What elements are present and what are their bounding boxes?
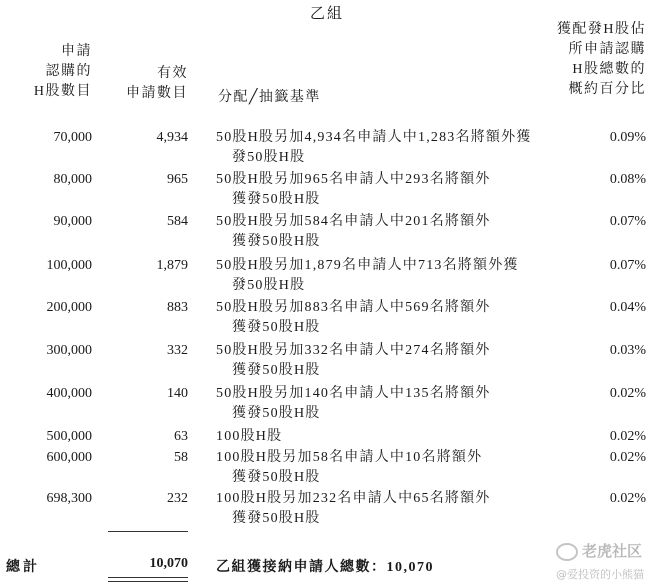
basis-line: 50股H股另加332名申請人中274名將額外 [216,343,491,358]
cell-shares: 90,000 [53,214,92,229]
cell-basis [216,427,561,447]
group-title: 乙組 [309,6,344,22]
cell-applications: 63 [174,429,188,444]
cell-basis [216,448,561,488]
header-line: 認購的 [45,64,92,79]
cell-basis [216,489,561,529]
header-line: 概約百分比 [568,82,646,97]
basis-line: 獲發50股H股 [232,406,321,421]
basis-line: 100股H股另加232名申請人中65名將額外 [216,491,491,506]
header-basis-of-allocation: 分配╱抽籤基準 [218,90,321,105]
cell-percent: 0.04% [609,300,646,315]
cell-percent: 0.03% [609,343,646,358]
basis-line: 獲發50股H股 [232,192,321,207]
cell-percent: 0.07% [609,258,646,273]
cell-basis [216,212,561,252]
cell-applications: 883 [167,300,188,315]
cell-basis [216,384,561,424]
subtotal-rule [108,531,188,532]
watermark-author: @爱投资的小熊猫 [556,568,644,581]
total-label: 總計 [6,560,40,575]
cell-applications: 4,934 [156,130,188,145]
cell-applications: 1,879 [156,258,188,273]
header-valid-applications [126,64,188,104]
cell-shares: 100,000 [46,258,92,273]
total-value: 10,070 [149,556,188,571]
cell-percent: 0.09% [609,130,646,145]
basis-line: 獲發50股H股 [232,363,321,378]
total-applicants-text: 乙組獲接納申請人總數：10,070 [216,560,434,575]
header-line: 所申請認購 [568,42,646,57]
cell-shares: 80,000 [53,172,92,187]
basis-line: 獲發50股H股 [232,234,321,249]
header-line: 申請 [61,44,92,59]
header-line: 申請數目 [126,86,188,101]
basis-line: 50股H股另加584名申請人中201名將額外 [216,214,491,229]
cell-applications: 58 [174,450,188,465]
header-approx-percentage [557,20,646,100]
cell-basis [216,128,561,168]
cell-basis [216,298,561,338]
basis-line: 獲發50股H股 [232,320,321,335]
total-double-rule [108,577,188,582]
cell-shares: 600,000 [46,450,92,465]
basis-line: 獲發50股H股 [232,511,321,526]
watermark-logo [556,540,642,561]
cell-applications: 332 [167,343,188,358]
cell-shares: 400,000 [46,386,92,401]
cell-percent: 0.02% [609,429,646,444]
basis-line: 發50股H股 [232,278,306,293]
cell-applications: 965 [167,172,188,187]
basis-line: 50股H股另加1,879名申請人中713名將額外獲 [216,258,519,273]
basis-line: 50股H股另加140名申請人中135名將額外 [216,386,491,401]
cell-shares: 300,000 [46,343,92,358]
header-shares-applied [34,42,92,102]
cell-shares: 200,000 [46,300,92,315]
cell-applications: 584 [167,214,188,229]
basis-line: 50股H股另加965名申請人中293名將額外 [216,172,491,187]
watermark-text: 老虎社区 [581,542,642,560]
cell-basis [216,170,561,210]
cell-basis [216,341,561,381]
header-line: H股總數的 [572,62,646,77]
header-line: 獲配發H股佔 [556,22,646,37]
cell-percent: 0.08% [609,172,646,187]
cell-percent: 0.02% [609,386,646,401]
cell-percent: 0.02% [609,450,646,465]
cell-applications: 232 [167,491,188,506]
cell-percent: 0.07% [609,214,646,229]
basis-line: 50股H股另加883名申請人中569名將額外 [216,300,491,315]
basis-line: 發50股H股 [232,150,306,165]
header-line: H股數目 [33,84,92,99]
cell-shares: 500,000 [46,429,92,444]
basis-line: 100股H股 [216,429,283,444]
cell-shares: 698,300 [46,491,92,506]
cell-applications: 140 [167,386,188,401]
cell-percent: 0.02% [609,491,646,506]
tiger-logo-icon [556,543,578,561]
basis-line: 獲發50股H股 [232,470,321,485]
basis-line: 50股H股另加4,934名申請人中1,283名將額外獲 [216,130,532,145]
header-line: 有效 [157,66,188,81]
cell-basis [216,256,561,296]
basis-line: 100股H股另加58名申請人中10名將額外 [216,450,483,465]
cell-shares: 70,000 [53,130,92,145]
